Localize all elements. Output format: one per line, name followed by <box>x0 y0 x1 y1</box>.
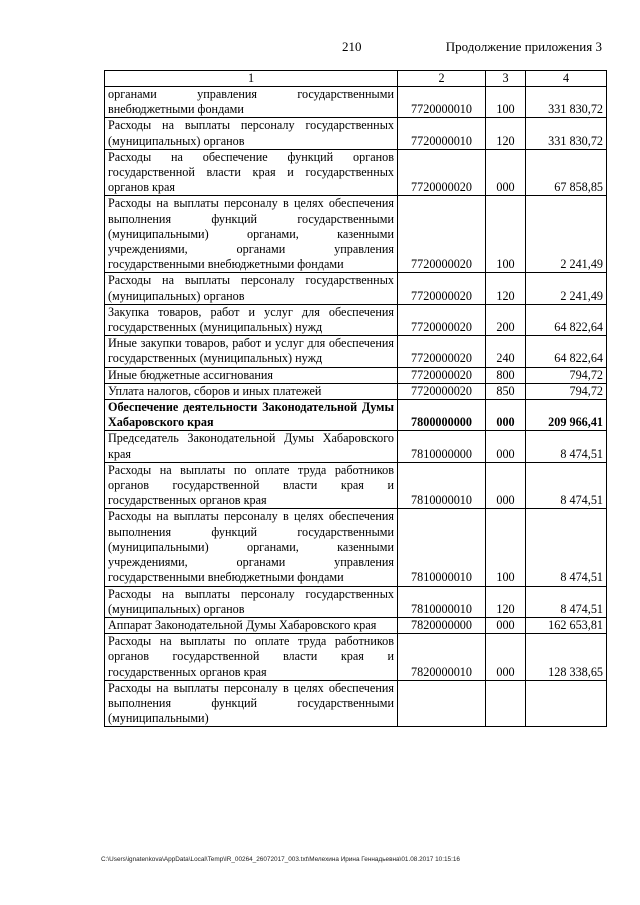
table-row <box>105 87 607 118</box>
expense-type-cell: 120 <box>486 118 526 149</box>
amount-cell: 2 241,49 <box>526 196 607 273</box>
expense-type-cell: 000 <box>486 400 526 431</box>
column-header: 4 <box>526 71 607 87</box>
table-row <box>105 367 607 383</box>
table-row <box>105 462 607 509</box>
column-header: 3 <box>486 71 526 87</box>
amount-cell: 64 822,64 <box>526 336 607 367</box>
expense-type-cell: 000 <box>486 149 526 196</box>
table-row <box>105 400 607 431</box>
amount-cell: 128 338,65 <box>526 634 607 681</box>
table-row <box>105 336 607 367</box>
expense-type-cell: 000 <box>486 617 526 633</box>
expense-name-cell: Иные бюджетные ассигнования <box>105 367 398 383</box>
target-code-cell: 7720000020 <box>398 304 486 335</box>
target-code-cell: 7810000000 <box>398 431 486 462</box>
expense-name-cell: Расходы на выплаты персоналу государственных (муниципальных) органов <box>105 273 398 304</box>
amount-cell: 331 830,72 <box>526 118 607 149</box>
table-row <box>105 383 607 399</box>
target-code-cell: 7810000010 <box>398 586 486 617</box>
table-row <box>105 304 607 335</box>
expense-type-cell: 850 <box>486 383 526 399</box>
expense-type-cell: 000 <box>486 462 526 509</box>
expense-name-cell: Аппарат Законодательной Думы Хабаровского края <box>105 617 398 633</box>
expense-name-cell: Председатель Законодательной Думы Хабаровского края <box>105 431 398 462</box>
target-code-cell <box>398 680 486 727</box>
amount-cell <box>526 680 607 727</box>
amount-cell: 8 474,51 <box>526 586 607 617</box>
target-code-cell: 7720000020 <box>398 367 486 383</box>
expense-type-cell: 100 <box>486 196 526 273</box>
table-row <box>105 431 607 462</box>
table-body <box>105 87 607 727</box>
target-code-cell: 7720000020 <box>398 196 486 273</box>
expense-name-cell: Расходы на выплаты персоналу в целях обеспечения выполнения функций государственными (муниципальными) органами, казенными учреждениями, органами управления государственными внебюджетными фондами <box>105 196 398 273</box>
file-path-footer: C:\Users\ignatenkova\AppData\Local\Temp\IR_00264_26072017_003.txt\Мелехина Ирина Геннадьевна\01.08.2017 10:15:16 <box>101 856 460 863</box>
amount-cell: 64 822,64 <box>526 304 607 335</box>
expense-name-cell: органами управления государственными внебюджетными фондами <box>105 87 398 118</box>
table-row <box>105 196 607 273</box>
table-row <box>105 118 607 149</box>
expense-type-cell: 100 <box>486 87 526 118</box>
target-code-cell: 7720000020 <box>398 149 486 196</box>
target-code-cell: 7720000020 <box>398 273 486 304</box>
column-header: 1 <box>105 71 398 87</box>
expense-type-cell: 000 <box>486 634 526 681</box>
table-row <box>105 509 607 586</box>
target-code-cell: 7810000010 <box>398 509 486 586</box>
table-row <box>105 634 607 681</box>
expense-type-cell: 000 <box>486 431 526 462</box>
amount-cell: 8 474,51 <box>526 462 607 509</box>
expense-type-cell <box>486 680 526 727</box>
expense-name-cell: Расходы на выплаты по оплате труда работников органов государственной власти края и государственных органов края <box>105 462 398 509</box>
table-row <box>105 586 607 617</box>
table-row <box>105 149 607 196</box>
target-code-cell: 7820000010 <box>398 634 486 681</box>
expense-name-cell: Расходы на выплаты персоналу в целях обеспечения выполнения функций государственными (муниципальными) <box>105 680 398 727</box>
table-row <box>105 617 607 633</box>
expense-name-cell: Расходы на выплаты по оплате труда работников органов государственной власти края и государственных органов края <box>105 634 398 681</box>
amount-cell: 162 653,81 <box>526 617 607 633</box>
target-code-cell: 7720000010 <box>398 118 486 149</box>
target-code-cell: 7720000010 <box>398 87 486 118</box>
target-code-cell: 7720000020 <box>398 336 486 367</box>
appendix-continuation: Продолжение приложения 3 <box>445 39 602 54</box>
expense-name-cell: Расходы на обеспечение функций органов государственной власти края и государственных органов края <box>105 149 398 196</box>
expense-type-cell: 120 <box>486 273 526 304</box>
amount-cell: 8 474,51 <box>526 431 607 462</box>
table-row <box>105 680 607 727</box>
amount-cell: 209 966,41 <box>526 400 607 431</box>
amount-cell: 8 474,51 <box>526 509 607 586</box>
expense-name-cell: Расходы на выплаты персоналу государственных (муниципальных) органов <box>105 118 398 149</box>
target-code-cell: 7720000020 <box>398 383 486 399</box>
target-code-cell: 7800000000 <box>398 400 486 431</box>
amount-cell: 67 858,85 <box>526 149 607 196</box>
expense-type-cell: 120 <box>486 586 526 617</box>
table-header-row <box>105 71 607 87</box>
expense-name-cell: Уплата налогов, сборов и иных платежей <box>105 383 398 399</box>
expense-name-cell: Расходы на выплаты персоналу в целях обеспечения выполнения функций государственными (муниципальными) органами, казенными учреждениями, органами управления государственными внебюджетными фондами <box>105 509 398 586</box>
column-header: 2 <box>398 71 486 87</box>
expense-type-cell: 240 <box>486 336 526 367</box>
expense-name-cell: Закупка товаров, работ и услуг для обеспечения государственных (муниципальных) нужд <box>105 304 398 335</box>
amount-cell: 794,72 <box>526 367 607 383</box>
table-row <box>105 273 607 304</box>
expense-type-cell: 100 <box>486 509 526 586</box>
expense-name-cell: Иные закупки товаров, работ и услуг для обеспечения государственных (муниципальных) нужд <box>105 336 398 367</box>
amount-cell: 794,72 <box>526 383 607 399</box>
budget-table <box>104 70 607 727</box>
amount-cell: 331 830,72 <box>526 87 607 118</box>
expense-type-cell: 800 <box>486 367 526 383</box>
target-code-cell: 7810000010 <box>398 462 486 509</box>
expense-name-cell: Обеспечение деятельности Законодательной Думы Хабаровского края <box>105 400 398 431</box>
amount-cell: 2 241,49 <box>526 273 607 304</box>
page-number: 210 <box>342 39 362 54</box>
target-code-cell: 7820000000 <box>398 617 486 633</box>
expense-type-cell: 200 <box>486 304 526 335</box>
expense-name-cell: Расходы на выплаты персоналу государственных (муниципальных) органов <box>105 586 398 617</box>
